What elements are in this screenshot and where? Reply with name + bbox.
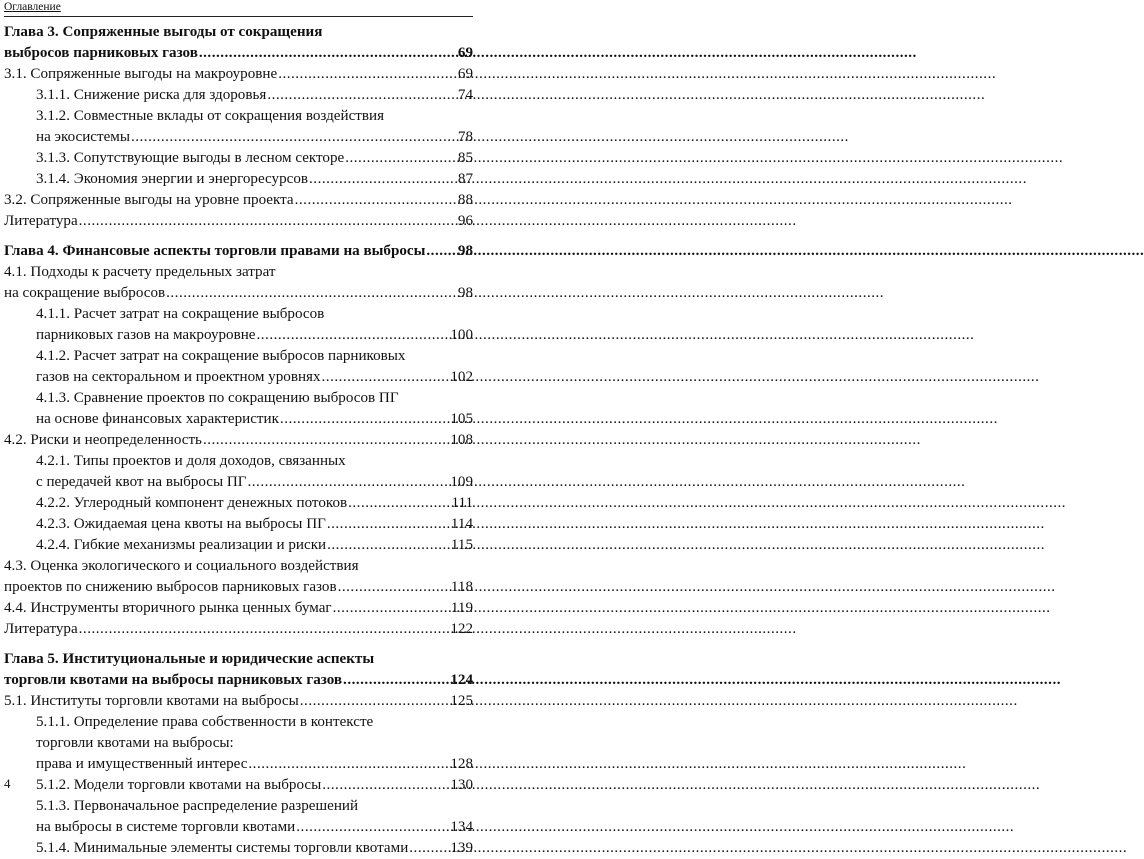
toc-entry-title: с передачей квот на выбросы ПГ	[36, 474, 247, 490]
toc-entry[interactable]	[4, 691, 473, 712]
toc-leader-dots	[278, 64, 457, 85]
toc-leader-dots	[322, 367, 450, 388]
toc-leader-dots	[300, 691, 450, 712]
toc-entry-title: 4.1. Подходы к расчету предельных затрат	[4, 264, 276, 280]
toc-entry[interactable]	[4, 556, 473, 577]
toc-entry-title: Литература	[4, 213, 78, 229]
toc-entry[interactable]	[4, 577, 473, 598]
toc-entry-page: 78	[457, 129, 473, 145]
toc-entry[interactable]	[4, 514, 473, 535]
toc-entry-title: 4.4. Инструменты вторичного рынка ценных бумаг	[4, 600, 332, 616]
toc-entry-page: 109	[450, 474, 473, 490]
toc-entry-title: 3.1.4. Экономия энергии и энергоресурсов	[36, 171, 309, 187]
toc-leader-dots	[280, 409, 449, 430]
toc-entry[interactable]	[4, 754, 473, 775]
toc-entry-page: 118	[450, 579, 473, 595]
toc-leader-dots	[79, 211, 457, 232]
toc-entry[interactable]	[4, 493, 473, 514]
toc-entry[interactable]	[4, 712, 473, 733]
toc-entry[interactable]	[4, 649, 473, 670]
toc-entry[interactable]	[4, 409, 473, 430]
page-number: 4	[4, 776, 11, 791]
toc-entry[interactable]	[4, 598, 473, 619]
toc-entry-page: 105	[450, 411, 473, 427]
toc-entry[interactable]	[4, 262, 473, 283]
running-header: Оглавление	[4, 1, 61, 13]
toc-entry-page: 139	[450, 840, 473, 856]
toc-leader-dots	[166, 283, 457, 304]
toc-entry-title: 5.1. Институты торговли квотами на выбросы	[4, 693, 299, 709]
toc-leader-dots	[327, 514, 450, 535]
toc-entry-title: 3.1.1. Снижение риска для здоровья	[36, 87, 267, 103]
toc-leader-dots	[131, 127, 457, 148]
toc-entry[interactable]	[4, 451, 473, 472]
toc-leader-dots	[257, 325, 450, 346]
toc-entry-title: 3.1.2. Совместные вклады от сокращения воздействия	[36, 108, 385, 124]
toc-entry-page: 119	[450, 600, 473, 616]
toc-entry-page: 108	[450, 432, 473, 448]
toc-entry-title: на экосистемы	[36, 129, 130, 145]
toc-entry-page: 98	[457, 243, 473, 259]
toc-entry-title: 3.2. Сопряженные выгоды на уровне проекта	[4, 192, 294, 208]
toc-entry[interactable]	[4, 838, 473, 859]
toc-leader-dots	[248, 754, 449, 775]
header-rule	[4, 16, 473, 17]
toc-entry-title: 5.1.2. Модели торговли квотами на выбросы	[36, 777, 322, 793]
toc-entry-title: Литература	[4, 621, 78, 637]
toc-entry-title: на основе финансовых характеристик	[36, 411, 279, 427]
toc-entry[interactable]	[4, 211, 473, 232]
toc-entry[interactable]	[4, 388, 473, 409]
toc-entry-page: 111	[451, 495, 473, 511]
toc-leader-dots	[409, 838, 449, 859]
toc-entry-title: торговли квотами на выбросы:	[36, 735, 234, 751]
toc-entry[interactable]	[4, 670, 473, 691]
toc-entry-page: 74	[457, 87, 473, 103]
toc-entry-title: 3.1. Сопряженные выгоды на макроуровне	[4, 66, 278, 82]
toc-leader-dots	[426, 241, 457, 262]
toc-leader-dots	[248, 472, 450, 493]
table-of-contents	[4, 22, 473, 859]
toc-leader-dots	[203, 430, 449, 451]
toc-entry[interactable]	[4, 430, 473, 451]
toc-entry[interactable]	[4, 346, 473, 367]
toc-entry-title: 4.1.3. Сравнение проектов по сокращению выбросов ПГ	[36, 390, 399, 406]
toc-leader-dots	[79, 619, 450, 640]
toc-entry-title: Глава 4. Финансовые аспекты торговли правами на выбросы	[4, 243, 426, 259]
toc-entry[interactable]	[4, 106, 473, 127]
toc-leader-dots	[343, 670, 449, 691]
toc-leader-dots	[309, 169, 457, 190]
toc-entry-page: 128	[450, 756, 473, 772]
toc-entry-title: газов на секторальном и проектном уровнях	[36, 369, 321, 385]
toc-entry-page: 98	[457, 285, 473, 301]
toc-entry-page: 87	[457, 171, 473, 187]
toc-entry-page: 102	[450, 369, 473, 385]
toc-entry[interactable]	[4, 283, 473, 304]
toc-entry-page: 96	[457, 213, 473, 229]
toc-entry-page: 69	[457, 45, 473, 61]
toc-entry[interactable]	[4, 619, 473, 640]
toc-entry[interactable]	[4, 148, 473, 169]
toc-entry-title: 4.1.2. Расчет затрат на сокращение выбросов парниковых	[36, 348, 406, 364]
toc-entry[interactable]	[4, 367, 473, 388]
toc-leader-dots	[267, 85, 457, 106]
toc-entry[interactable]	[4, 169, 473, 190]
toc-entry-page: 114	[450, 516, 473, 532]
toc-entry-page: 125	[450, 693, 473, 709]
toc-entry-page: 69	[457, 66, 473, 82]
toc-entry[interactable]	[4, 817, 473, 838]
toc-entry-title: на выбросы в системе торговли квотами	[36, 819, 296, 835]
toc-entry-page: 130	[450, 777, 473, 793]
toc-entry[interactable]	[4, 43, 473, 64]
toc-entry[interactable]	[4, 304, 473, 325]
toc-entry-title: торговли квотами на выбросы парниковых газов	[4, 672, 343, 688]
toc-entry[interactable]	[4, 733, 473, 754]
toc-entry-title: выбросов парниковых газов	[4, 45, 198, 61]
toc-entry-page: 134	[450, 819, 473, 835]
toc-entry-title: 4.2.1. Типы проектов и доля доходов, связанных	[36, 453, 346, 469]
toc-entry-title: 5.1.4. Минимальные элементы системы торговли квотами	[36, 840, 409, 856]
toc-entry-page: 88	[457, 192, 473, 208]
toc-entry[interactable]	[4, 85, 473, 106]
toc-entry-page: 115	[450, 537, 473, 553]
toc-leader-dots	[295, 190, 457, 211]
toc-entry-title: 3.1.3. Сопутствующие выгоды в лесном секторе	[36, 150, 345, 166]
toc-entry[interactable]	[4, 472, 473, 493]
toc-entry-page: 124	[450, 672, 473, 688]
toc-entry-page: 100	[450, 327, 473, 343]
toc-entry-title: 4.2.2. Углеродный компонент денежных потоков	[36, 495, 348, 511]
toc-entry-title: 4.2.4. Гибкие механизмы реализации и риски	[36, 537, 327, 553]
toc-entry-title: Глава 3. Сопряженные выгоды от сокращения	[4, 24, 323, 40]
toc-entry-title: 5.1.3. Первоначальное распределение разрешений	[36, 798, 359, 814]
toc-entry-title: проектов по снижению выбросов парниковых газов	[4, 579, 337, 595]
toc-leader-dots	[296, 817, 449, 838]
toc-entry-title: парниковых газов на макроуровне	[36, 327, 256, 343]
toc-entry[interactable]	[4, 64, 473, 85]
toc-leader-dots	[338, 577, 450, 598]
toc-entry-page: 85	[457, 150, 473, 166]
toc-leader-dots	[348, 493, 450, 514]
toc-entry[interactable]	[4, 241, 473, 262]
toc-leader-dots	[327, 535, 450, 556]
toc-entry[interactable]	[4, 22, 473, 43]
toc-entry[interactable]	[4, 775, 473, 796]
toc-leader-dots	[322, 775, 449, 796]
toc-entry[interactable]	[4, 325, 473, 346]
toc-entry-title: Глава 5. Институциональные и юридические аспекты	[4, 651, 375, 667]
toc-entry-title: на сокращение выбросов	[4, 285, 166, 301]
toc-entry[interactable]	[4, 796, 473, 817]
toc-entry-title: 4.2.3. Ожидаемая цена квоты на выбросы ПГ	[36, 516, 326, 532]
toc-entry-title: 4.3. Оценка экологического и социального воздействия	[4, 558, 359, 574]
toc-entry-title: права и имущественный интерес	[36, 756, 248, 772]
toc-entry[interactable]	[4, 190, 473, 211]
toc-entry[interactable]	[4, 535, 473, 556]
toc-entry[interactable]	[4, 127, 473, 148]
toc-leader-dots	[345, 148, 457, 169]
toc-entry-page: 122	[450, 621, 473, 637]
toc-leader-dots	[199, 43, 457, 64]
toc-entry-title: 5.1.1. Определение права собственности в контексте	[36, 714, 374, 730]
toc-entry-title: 4.1.1. Расчет затрат на сокращение выбросов	[36, 306, 325, 322]
toc-leader-dots	[333, 598, 450, 619]
toc-entry-title: 4.2. Риски и неопределенность	[4, 432, 202, 448]
